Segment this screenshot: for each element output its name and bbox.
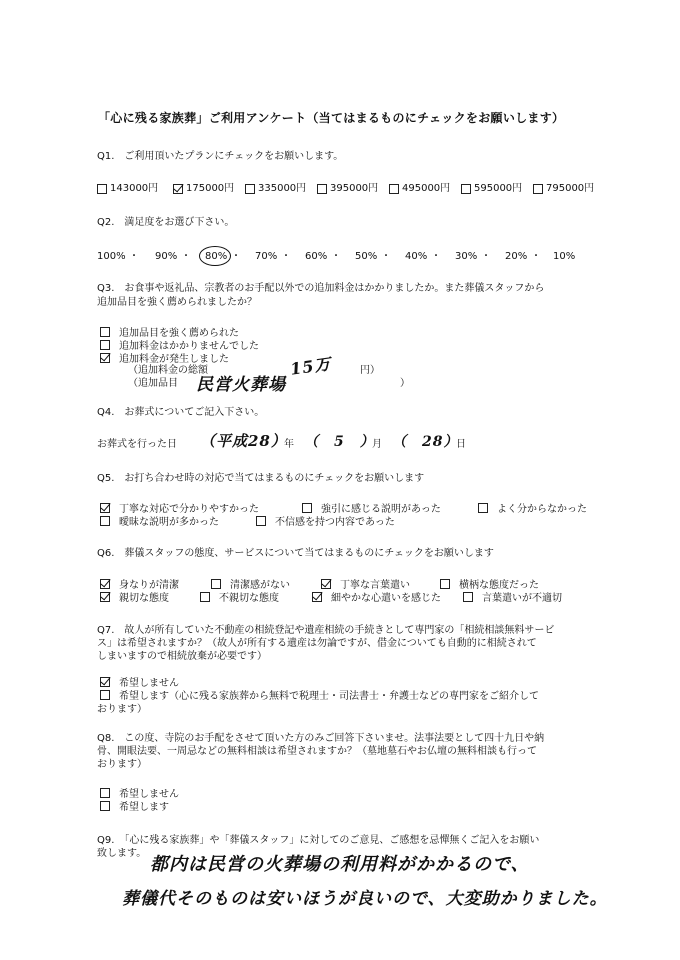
q5-option-pushy[interactable]: 強引に感じる説明があった: [302, 503, 441, 516]
q3-items-handwritten: 民営火葬場: [196, 375, 286, 395]
checked-checkbox-icon[interactable]: [100, 353, 110, 363]
selected-80-circle: [199, 246, 231, 266]
checkbox-icon[interactable]: [461, 184, 471, 194]
checked-checkbox-icon[interactable]: [100, 503, 110, 513]
q1-option-495000[interactable]: 495000円: [389, 182, 450, 195]
q5-option-unclear[interactable]: よく分からなかった: [478, 503, 587, 516]
q6-option-considerate[interactable]: 細やかな心遣いを感じた: [312, 592, 441, 605]
scale-separator: ・: [181, 251, 191, 262]
q7-question-line1: Q7. 故人が所有していた不動産の相続登記や遺産相続の手続きとして専門家の「相続相談無料サービ: [97, 625, 555, 636]
q6-option-unclean[interactable]: 清潔感がない: [211, 579, 290, 592]
q6-option-clean[interactable]: 身なりが清潔: [100, 579, 179, 592]
q3-total-handwritten: 15万: [289, 354, 333, 379]
q1-question: Q1. ご利用頂いたプランにチェックをお願いします。: [97, 151, 344, 162]
q9-answer-line1: 都内は民営の火葬場の利用料がかかるので、: [150, 854, 530, 875]
scale-70[interactable]: 70%: [255, 251, 278, 262]
q7-question-line3: しまいますので相続放棄が必要です）: [97, 651, 267, 662]
scale-separator: ・: [381, 251, 391, 262]
checkbox-icon[interactable]: [100, 327, 110, 337]
q4-year-unit: 年: [284, 439, 294, 450]
checkbox-icon[interactable]: [100, 690, 110, 700]
q1-option-143000[interactable]: 143000円: [97, 182, 158, 195]
q4-question: Q4. お葬式についてご記入下さい。: [97, 407, 265, 418]
checkbox-icon[interactable]: [100, 801, 110, 811]
q7-option-yes-cont: おります）: [97, 704, 147, 715]
checkbox-icon[interactable]: [533, 184, 543, 194]
q1-option-795000[interactable]: 795000円: [533, 182, 594, 195]
checkbox-icon[interactable]: [211, 579, 221, 589]
scale-separator: ・: [281, 251, 291, 262]
checked-checkbox-icon[interactable]: [173, 184, 183, 194]
checkbox-icon[interactable]: [100, 340, 110, 350]
q8-question-line1: Q8. この度、寺院のお手配をさせて頂いた方のみご回答下さいませ。法事法要として四十九日や納: [97, 733, 545, 744]
q7-question-line2: ス」は希望されますか？（故人が所有する遺産は勿論ですが、借金についても自動的に相続されて: [97, 638, 537, 649]
q3-items-label: （追加品目: [128, 378, 178, 389]
checkbox-icon[interactable]: [440, 579, 450, 589]
checkbox-icon[interactable]: [463, 592, 473, 602]
q6-option-arrogant[interactable]: 横柄な態度だった: [440, 579, 539, 592]
scale-80[interactable]: 80%: [205, 251, 228, 262]
checkbox-icon[interactable]: [302, 503, 312, 513]
q9-question-line1: Q9. 「心に残る家族葬」や「葬儀スタッフ」に対してのご意見、ご感想を忌憚無くご記入をお願い: [97, 835, 540, 846]
checkbox-icon[interactable]: [200, 592, 210, 602]
scale-90[interactable]: 90%: [155, 251, 178, 262]
q2-question: Q2. 満足度をお選び下さい。: [97, 217, 235, 228]
checked-checkbox-icon[interactable]: [312, 592, 322, 602]
q4-era-handwritten: （平成28）: [200, 432, 287, 450]
scale-100[interactable]: 100%: [97, 251, 126, 262]
q3-option-none[interactable]: 追加料金はかかりませんでした: [100, 340, 259, 353]
q8-option-no[interactable]: 希望しません: [100, 788, 179, 801]
checked-checkbox-icon[interactable]: [100, 592, 110, 602]
checkbox-icon[interactable]: [100, 788, 110, 798]
scale-separator: ・: [231, 251, 241, 262]
scale-20[interactable]: 20%: [505, 251, 528, 262]
q2-scale: [97, 250, 577, 264]
checkbox-icon[interactable]: [100, 516, 110, 526]
q4-day-unit: 日: [456, 439, 466, 450]
scale-60[interactable]: 60%: [305, 251, 328, 262]
q3-items-close: ）: [400, 378, 410, 389]
q1-option-175000[interactable]: 175000円: [173, 182, 234, 195]
q6-option-polite-speech[interactable]: 丁寧な言葉遣い: [321, 579, 410, 592]
q8-question-line3: おります）: [97, 759, 147, 770]
checked-checkbox-icon[interactable]: [100, 579, 110, 589]
page-title: 「心に残る家族葬」ご利用アンケート（当てはまるものにチェックをお願いします）: [98, 111, 565, 125]
q9-question-line2: 致します。: [97, 848, 147, 859]
scale-10[interactable]: 10%: [553, 251, 576, 262]
q9-answer-line2: 葬儀代そのものは安いほうが良いので、大変助かりました。: [122, 889, 608, 909]
q8-question-line2: 骨、開眼法要、一周忌などの無料相談は希望されますか？（墓地墓石やお仏壇の無料相談も行って: [97, 746, 537, 757]
checked-checkbox-icon[interactable]: [321, 579, 331, 589]
q4-month-handwritten: （ 5 ）: [304, 434, 375, 450]
q3-total-unit: 円）: [360, 365, 380, 376]
checkbox-icon[interactable]: [317, 184, 327, 194]
q5-question: Q5. お打ち合わせ時の対応で当てはまるものにチェックをお願いします: [97, 473, 425, 484]
scale-separator: ・: [129, 251, 139, 262]
scale-50[interactable]: 50%: [355, 251, 378, 262]
scale-separator: ・: [531, 251, 541, 262]
scale-30[interactable]: 30%: [455, 251, 478, 262]
q3-total-label: （追加料金の総額: [128, 365, 208, 376]
checked-checkbox-icon[interactable]: [100, 677, 110, 687]
checkbox-icon[interactable]: [97, 184, 107, 194]
q1-option-395000[interactable]: 395000円: [317, 182, 378, 195]
scale-separator: ・: [481, 251, 491, 262]
checkbox-icon[interactable]: [256, 516, 266, 526]
q3-question-line1: Q3. お食事や返礼品、宗教者のお手配以外での追加料金はかかりましたか。また葬儀スタッフから: [97, 283, 545, 294]
q1-option-595000[interactable]: 595000円: [461, 182, 522, 195]
q4-day-handwritten: （ 28）: [392, 434, 459, 450]
q5-option-distrust[interactable]: 不信感を持つ内容であった: [256, 516, 395, 529]
checkbox-icon[interactable]: [245, 184, 255, 194]
scale-separator: ・: [431, 251, 441, 262]
checkbox-icon[interactable]: [389, 184, 399, 194]
q8-option-yes[interactable]: 希望します: [100, 801, 169, 814]
q3-question-line2: 追加品目を強く薦められましたか？: [97, 297, 257, 308]
q3-option-extra[interactable]: 追加料金が発生しました: [100, 353, 229, 366]
q1-option-335000[interactable]: 335000円: [245, 182, 306, 195]
q4-month-unit: 月: [372, 439, 382, 450]
q7-option-no[interactable]: 希望しません: [100, 677, 179, 690]
q5-option-clear[interactable]: 丁寧な対応で分かりやすかった: [100, 503, 259, 516]
q6-option-unkind[interactable]: 不親切な態度: [200, 592, 279, 605]
q3-option-strong[interactable]: 追加品目を強く薦められた: [100, 327, 239, 340]
scale-40[interactable]: 40%: [405, 251, 428, 262]
q4-date-label: お葬式を行った日: [97, 439, 177, 450]
checkbox-icon[interactable]: [478, 503, 488, 513]
q6-option-bad-speech[interactable]: 言葉遣いが不適切: [463, 592, 562, 605]
scale-separator: ・: [331, 251, 341, 262]
q5-option-vague[interactable]: 曖昧な説明が多かった: [100, 516, 219, 529]
q6-question: Q6. 葬儀スタッフの態度、サービスについて当てはまるものにチェックをお願いします: [97, 548, 494, 559]
q7-option-yes[interactable]: 希望します（心に残る家族葬から無料で税理士・司法書士・弁護士などの専門家をご紹介して: [100, 690, 539, 703]
q6-option-kind[interactable]: 親切な態度: [100, 592, 169, 605]
